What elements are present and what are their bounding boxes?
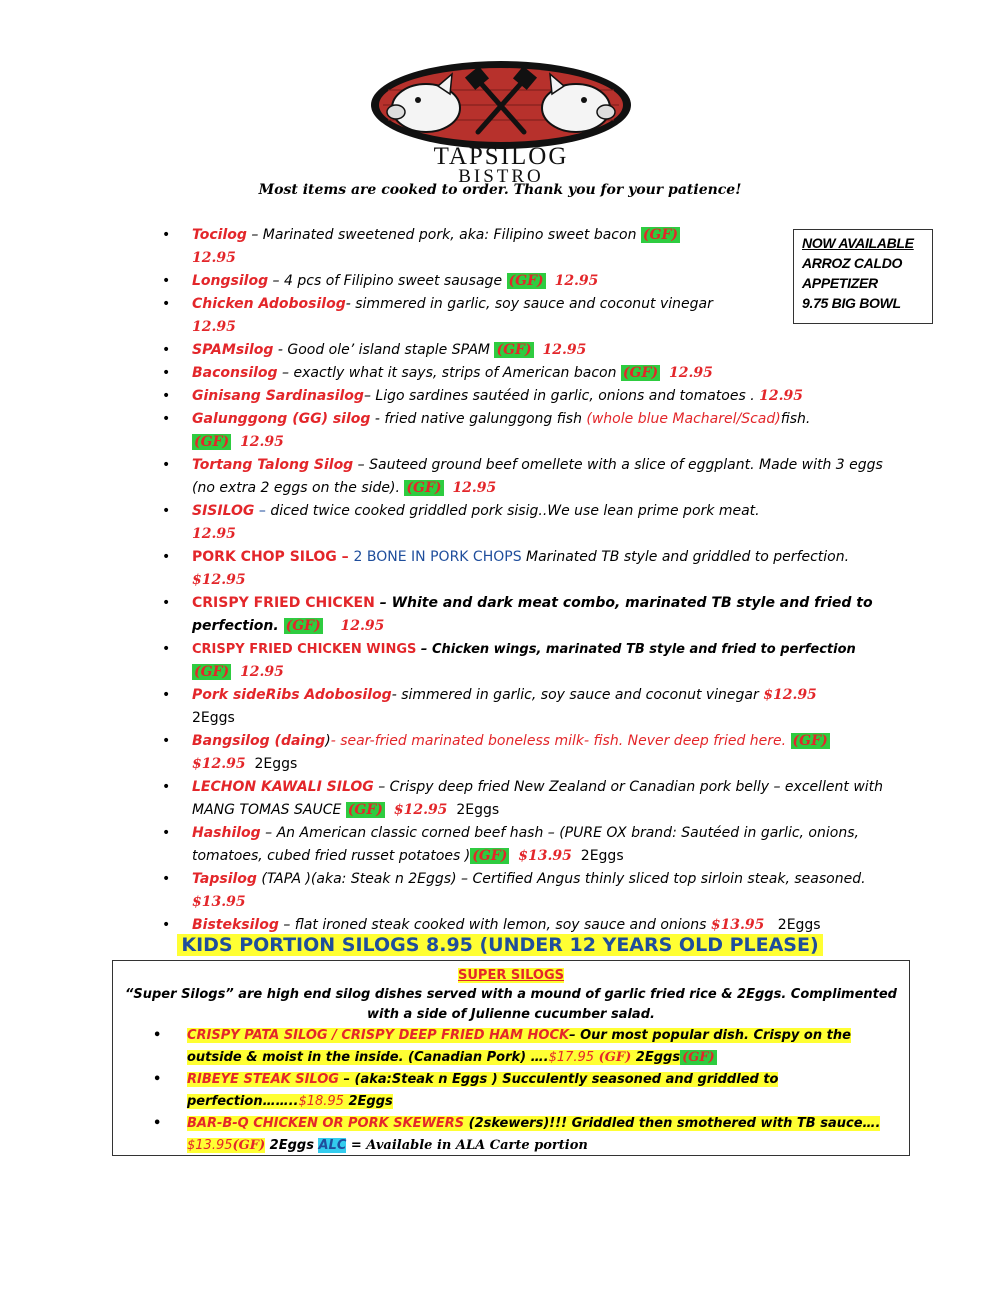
item-name: Bangsilog (daing [192, 733, 326, 749]
gf-badge: (GF) [194, 434, 230, 450]
tapsilog-bistro-logo [368, 60, 634, 185]
gf-badge: (GF) [682, 1050, 715, 1065]
menu-item-longsilog [160, 270, 895, 293]
menu-item-bangsilog [160, 730, 895, 776]
item-name: Chicken Adobosilog [192, 296, 346, 312]
notice-line: APPETIZER [802, 275, 878, 291]
notice-heading: NOW AVAILABLE [802, 235, 914, 251]
gf-badge: (GF) [642, 227, 679, 243]
item-desc: – Chicken wings, marinated TB style and fried to perfection [416, 642, 856, 657]
item-name: Tortang Talong Silog [192, 457, 354, 473]
menu-item-galunggong [160, 408, 895, 454]
item-desc: – Crispy deep fried New Zealand or Canadian pork belly – excellent with MANG TOMAS SAUCE [192, 779, 884, 818]
bullet-icon: • [162, 549, 171, 565]
item-price: $12.95 [763, 687, 817, 703]
bullet-icon: • [162, 733, 171, 749]
item-desc: – Marinated sweetened pork, aka: Filipino sweet bacon [246, 227, 641, 243]
bullet-icon: • [162, 388, 171, 404]
item-price: $13.95 [518, 848, 572, 864]
super-item-bbq-skewers [153, 1113, 903, 1157]
item-eggs: 2Eggs [265, 1138, 319, 1153]
item-eggs: 2Eggs [580, 848, 624, 864]
menu-item-ginisang-sardinasilog [160, 385, 895, 408]
item-price: $12.95 [192, 572, 246, 588]
item-desc-highlight: (whole blue Macharel/Scad) [586, 411, 781, 427]
menu-item-lechon-kawali [160, 776, 895, 822]
item-name: CRISPY FRIED CHICKEN [192, 595, 375, 611]
item-price: 12.95 [759, 388, 803, 404]
item-price: 12.95 [340, 618, 385, 634]
menu-item-tocilog [160, 224, 895, 270]
notice-line: ARROZ CALDO [802, 255, 903, 271]
super-silogs-desc: “Super Silogs” are high end silog dishes served with a mound of garlic fried rice & 2Eggs. Complimented with a side of Julienne cucumber salad. [125, 987, 897, 1022]
item-name: Galunggong (GG) silog [192, 411, 371, 427]
gf-label: (GF) [594, 1050, 632, 1065]
item-desc: - simmered in garlic, soy sauce and coconut vinegar [391, 687, 764, 703]
kids-portion-banner [0, 932, 1000, 958]
silog-menu-list [160, 224, 895, 937]
super-silogs-title-text: SUPER SILOGS [458, 968, 564, 983]
gf-badge: (GF) [472, 848, 508, 864]
item-desc: - sear-fried marinated boneless milk- fish. Never deep fried here. [330, 733, 791, 749]
item-desc: Marinated TB style and griddled to perfection. [521, 549, 850, 565]
item-price: 12.95 [192, 319, 236, 335]
gf-label: (GF) [232, 1138, 266, 1153]
super-item-crispy-pata [153, 1025, 903, 1069]
item-price: 12.95 [668, 365, 713, 381]
menu-item-spamsilog [160, 339, 895, 362]
item-name: LECHON KAWALI SILOG [192, 779, 374, 795]
item-desc: - simmered in garlic, soy sauce and coconut vinegar [345, 296, 713, 312]
bullet-icon: • [162, 457, 171, 473]
bullet-icon: • [162, 779, 171, 795]
item-name: Tocilog [192, 227, 247, 243]
item-desc: – flat ironed steak cooked with lemon, soy sauce and onions [278, 917, 711, 933]
item-price: $12.95 [192, 756, 246, 772]
item-desc: – White and dark meat combo, marinated TB style and fried to perfection. [192, 595, 873, 634]
super-silogs-list [113, 1025, 909, 1157]
gf-badge: (GF) [406, 480, 442, 496]
item-name: Longsilog [192, 273, 269, 289]
bullet-icon: • [162, 411, 171, 427]
item-price: $18.95 [298, 1094, 344, 1109]
bullet-icon: • [162, 342, 171, 358]
item-desc: (2skewers)!!! Griddled then smothered with TB sauce…. [464, 1116, 881, 1131]
item-desc: – 4 pcs of Filipino sweet sausage [268, 273, 507, 289]
bullet-icon: • [162, 595, 171, 611]
item-name: PORK CHOP SILOG – [192, 549, 354, 565]
item-price: 12.95 [240, 434, 284, 450]
item-desc: – exactly what it says, strips of American bacon [277, 365, 621, 381]
menu-item-pork-sideribs [160, 684, 895, 730]
item-desc: (TAPA )(aka: Steak n 2Eggs) – Certified Angus thinly sliced top sirloin steak, seasoned. [256, 871, 866, 887]
item-name: CRISPY FRIED CHICKEN WINGS [192, 642, 417, 657]
item-name: Ginisang Sardinasilog [192, 388, 364, 404]
bullet-icon: • [162, 917, 171, 933]
item-desc: – Our most popular dish. Crispy on the outside & moist in the inside. (Canadian Pork) …. [187, 1028, 851, 1065]
item-name: RIBEYE STEAK SILOG [187, 1072, 339, 1087]
item-name: SPAMsilog [192, 342, 274, 358]
tagline: Most items are cooked to order. Thank you for your patience! [258, 182, 742, 198]
gf-badge: (GF) [194, 664, 230, 680]
item-price: $12.95 [393, 802, 448, 818]
bullet-icon: • [162, 273, 171, 289]
gf-badge: (GF) [508, 273, 544, 289]
bullet-icon: • [153, 1116, 162, 1131]
logo-brand-line1: TAPSILOG [433, 143, 569, 170]
menu-item-baconsilog [160, 362, 895, 385]
bullet-icon: • [162, 227, 171, 243]
menu-item-sisilog [160, 500, 895, 546]
item-name: CRISPY PATA SILOG / CRISPY DEEP FRIED HAM HOCK [187, 1028, 570, 1043]
item-price: 12.95 [542, 342, 587, 358]
item-price: $17.95 [548, 1050, 595, 1065]
bullet-icon: • [162, 365, 171, 381]
menu-item-tapsilog [160, 868, 895, 914]
notice-line: 9.75 BIG BOWL [802, 295, 901, 311]
item-desc-highlight: 2 BONE IN PORK CHOPS [353, 549, 522, 565]
gf-badge: (GF) [792, 733, 828, 749]
bullet-icon: • [162, 825, 171, 841]
item-desc: – Sauteed ground beef omellete with a slice of eggplant. Made with 3 eggs (no extra 2 eggs on the side). [192, 457, 883, 496]
item-name: Baconsilog [192, 365, 278, 381]
super-silogs-box [112, 960, 910, 1156]
item-dash: – [254, 503, 271, 519]
gf-badge: (GF) [347, 802, 383, 818]
item-name: Tapsilog [192, 871, 257, 887]
item-price: 12.95 [192, 526, 236, 542]
item-close-paren: ) [325, 733, 331, 749]
item-eggs: 2Eggs [631, 1050, 681, 1065]
item-eggs: 2Eggs [456, 802, 500, 818]
item-name: BAR-B-Q CHICKEN OR PORK SKEWERS [187, 1116, 465, 1131]
gf-badge: (GF) [285, 618, 321, 634]
bullet-icon: • [153, 1072, 162, 1087]
menu-item-tortang-talong [160, 454, 895, 500]
bullet-icon: • [162, 687, 171, 703]
gf-badge: (GF) [622, 365, 659, 381]
item-desc: - fried native galunggong fish [370, 411, 587, 427]
item-desc: fish. [780, 411, 811, 427]
menu-item-adobosilog [160, 293, 895, 339]
bullet-icon: • [162, 641, 171, 657]
menu-item-crispy-chicken-wings [160, 638, 895, 684]
gf-badge: (GF) [496, 342, 532, 358]
menu-item-hashilog [160, 822, 895, 868]
logo-brand-line2: BISTRO [458, 166, 544, 185]
item-price: $13.95 [192, 894, 246, 910]
item-desc: – An American classic corned beef hash – (PURE OX brand: Sautéed in garlic, onions, tomatoes, cubed fried russet potatoes ) [192, 825, 859, 864]
item-name: Bisteksilog [192, 917, 279, 933]
item-name: SISILOG [192, 503, 255, 519]
bullet-icon: • [162, 296, 171, 312]
item-eggs: 2Eggs [777, 917, 821, 933]
item-desc: – Ligo sardines sautéed in garlic, onions and tomatoes . [363, 388, 760, 404]
item-name: Hashilog [192, 825, 261, 841]
item-price: 12.95 [554, 273, 599, 289]
item-desc: – (aka:Steak n Eggs ) Succulently seasoned and griddled to perfection…….. [187, 1072, 779, 1109]
super-item-ribeye [153, 1069, 903, 1113]
menu-item-crispy-fried-chicken [160, 592, 895, 638]
item-price: $13.95 [187, 1138, 233, 1153]
kids-portion-text: KIDS PORTION SILOGS 8.95 (UNDER 12 YEARS OLD PLEASE) [177, 934, 822, 956]
item-eggs: 2Eggs [343, 1094, 393, 1109]
item-desc: - Good ole’ island staple SPAM [273, 342, 495, 358]
item-price: 12.95 [452, 480, 497, 496]
item-eggs: 2Eggs [192, 710, 235, 726]
alc-badge: ALC [318, 1138, 347, 1153]
item-price: $13.95 [710, 917, 765, 933]
item-desc: diced twice cooked griddled pork sisig..We use lean prime pork meat. [270, 503, 760, 519]
super-silogs-title [113, 964, 909, 983]
bullet-icon: • [153, 1028, 162, 1043]
alc-description: = Available in ALA Carte portion [346, 1138, 588, 1153]
menu-item-pork-chop-silog [160, 546, 895, 592]
item-price: 12.95 [240, 664, 284, 680]
item-name: Pork sideRibs Adobosilog [192, 687, 392, 703]
bullet-icon: • [162, 871, 171, 887]
item-price: 12.95 [192, 250, 236, 266]
item-eggs: 2Eggs [254, 756, 298, 772]
bullet-icon: • [162, 503, 171, 519]
